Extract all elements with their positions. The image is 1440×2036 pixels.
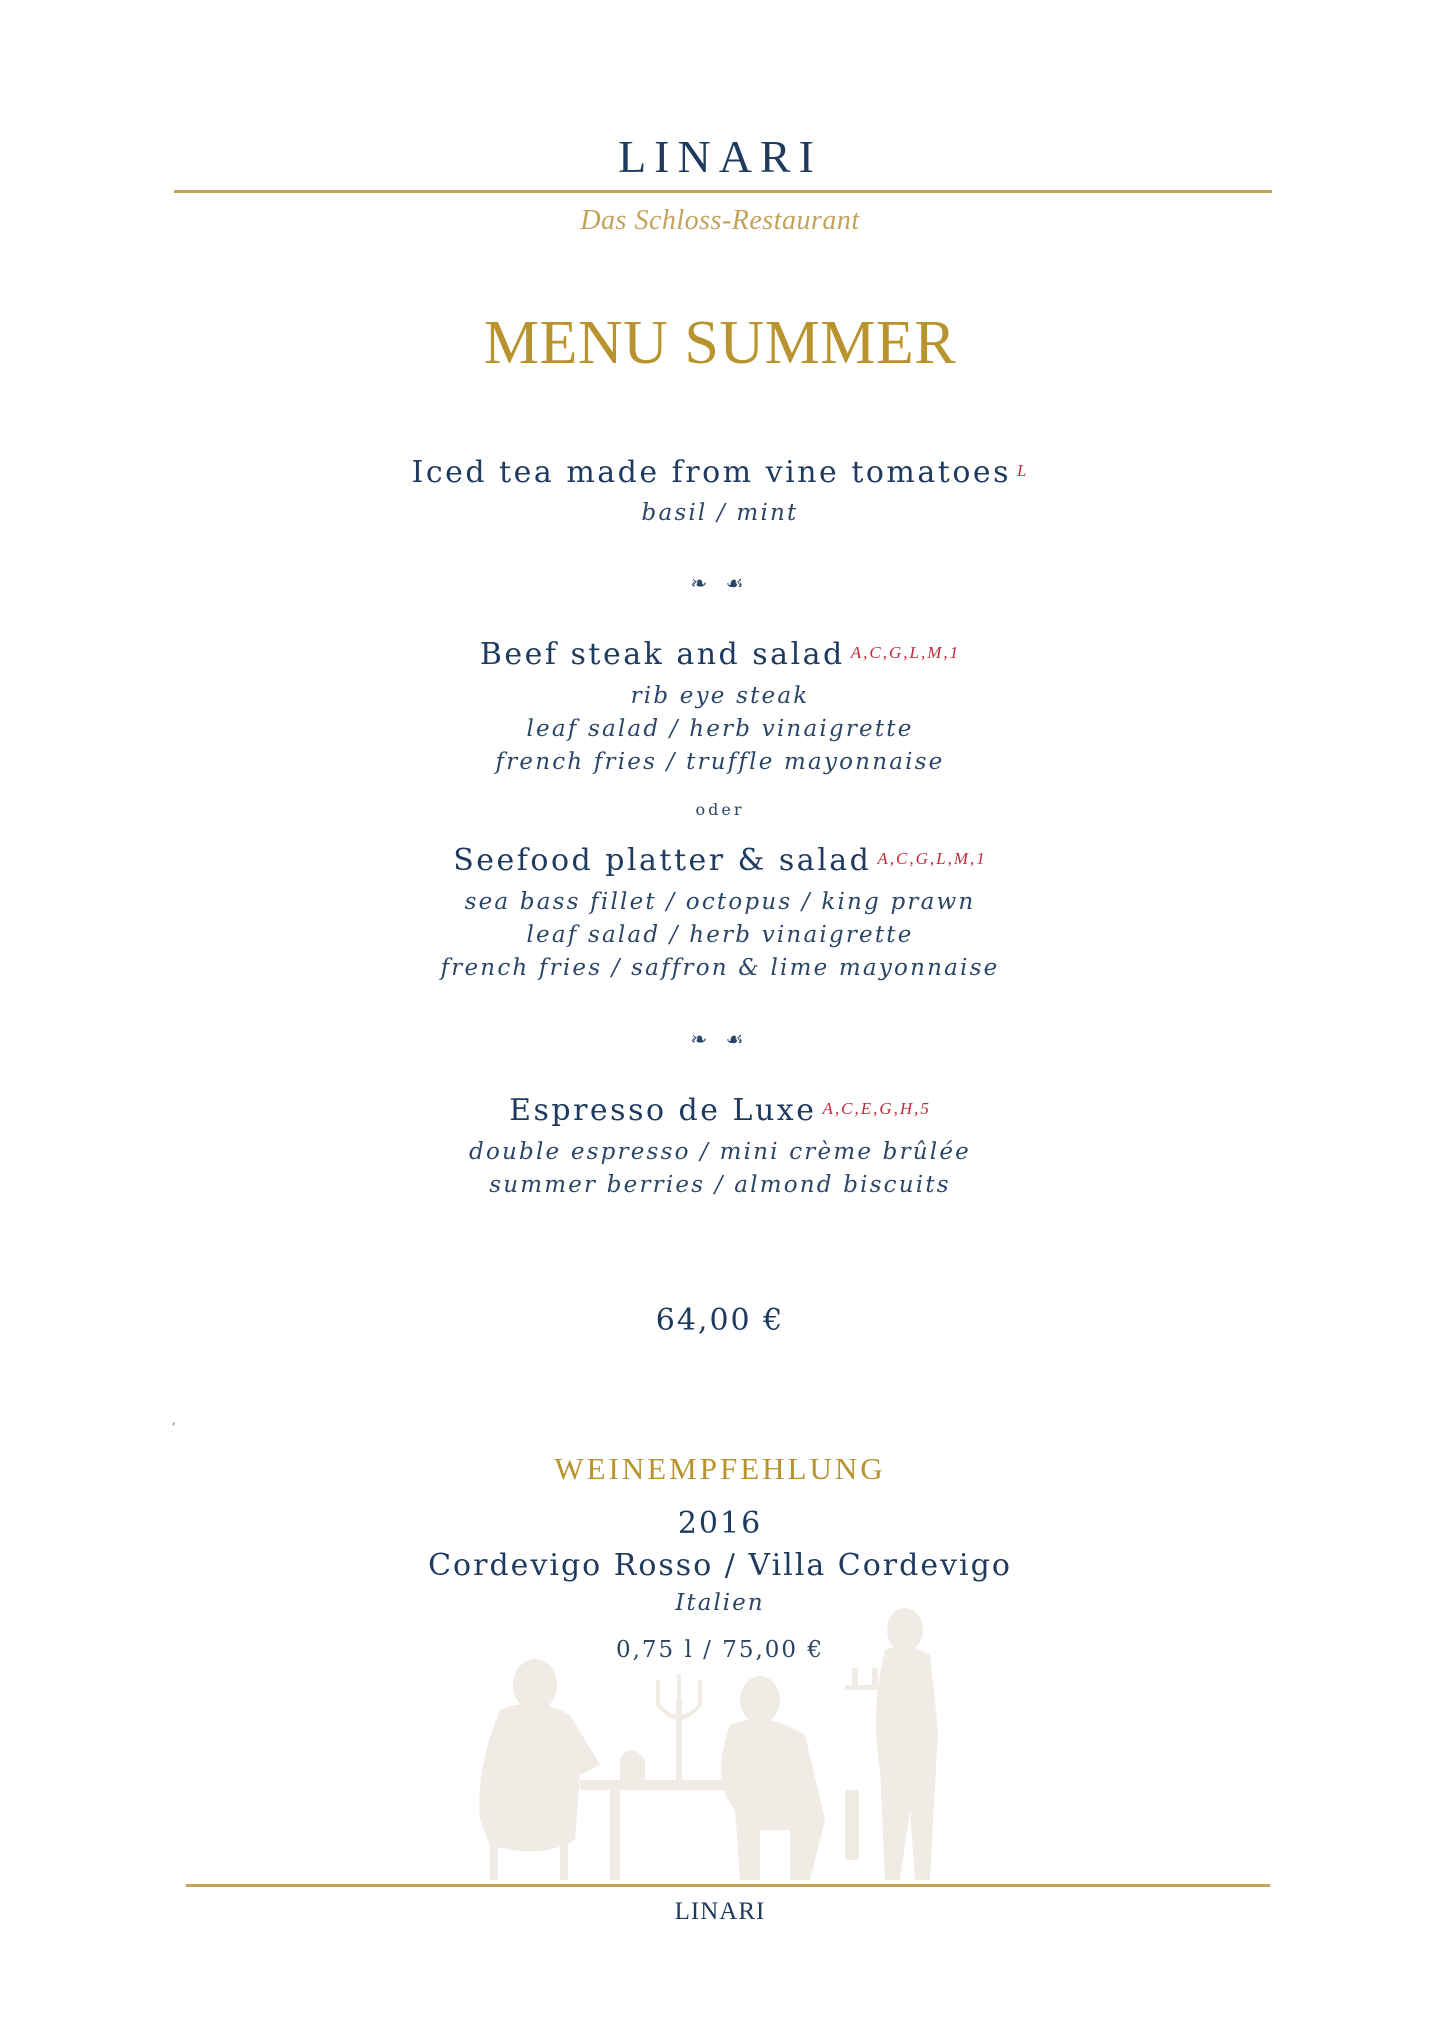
stray-mark: ,	[172, 1413, 176, 1427]
course-4-description	[0, 1136, 1440, 1202]
course-3	[0, 843, 1440, 878]
silhouette-chair-leg	[560, 1840, 568, 1880]
silhouette-glass	[872, 1668, 878, 1685]
course-1	[0, 455, 1440, 490]
header-divider	[174, 190, 1272, 193]
description-line: leaf salad / herb vinaigrette	[526, 716, 914, 742]
description-line: rib eye steak	[630, 683, 810, 709]
separator-ornament: ❧ ☙	[690, 1027, 750, 1051]
silhouette-head	[513, 1659, 557, 1711]
description-line: leaf salad / herb vinaigrette	[526, 922, 914, 948]
course-4	[0, 1093, 1440, 1128]
course-2	[0, 637, 1440, 672]
footer-brand: LINARI	[674, 1898, 766, 1925]
course-3-description	[0, 886, 1440, 985]
silhouette-head	[887, 1608, 923, 1652]
silhouette-figure	[721, 1719, 825, 1880]
course-name: Seefood platter & salad	[453, 843, 872, 878]
silhouette-head	[740, 1676, 780, 1724]
alternative-oder: oder	[695, 800, 745, 819]
menu-price: 64,00 €	[655, 1303, 785, 1338]
description-line: french fries / saffron & lime mayonnaise	[440, 955, 1000, 981]
allergen-codes: A,C,G,L,M,1	[877, 848, 987, 868]
silhouette-chair-leg	[490, 1840, 498, 1880]
wine-heading: WEINEMPFEHLUNG	[554, 1451, 886, 1486]
wine-price: 0,75 l / 75,00 €	[615, 1637, 825, 1663]
restaurant-subtitle: Das Schloss-Restaurant	[580, 205, 860, 236]
course-name: Iced tea made from vine tomatoes	[411, 455, 1012, 490]
silhouette-candle	[698, 1680, 702, 1704]
description-line: basil / mint	[641, 500, 799, 526]
allergen-codes: L	[1017, 460, 1029, 480]
silhouette-figure	[876, 1646, 938, 1880]
course-name: Espresso de Luxe	[509, 1093, 817, 1128]
brand-title: LINARI	[618, 131, 822, 182]
silhouette-bottle	[845, 1790, 859, 1860]
dining-silhouette-illustration	[460, 1590, 980, 1890]
silhouette-figure	[479, 1704, 600, 1852]
silhouette-teapot	[620, 1750, 645, 1780]
separator-ornament: ❧ ☙	[690, 571, 750, 595]
footer-divider	[186, 1884, 1270, 1887]
description-line: french fries / truffle mayonnaise	[495, 749, 945, 775]
allergen-codes: A,C,E,G,H,5	[822, 1098, 931, 1118]
silhouette-glass	[852, 1668, 858, 1685]
silhouette-candelabra	[676, 1700, 682, 1780]
course-name: Beef steak and salad	[479, 637, 845, 672]
silhouette-candle	[656, 1680, 660, 1704]
silhouette-tray	[845, 1685, 890, 1690]
silhouette-table-leg	[610, 1790, 620, 1880]
silhouette-candle	[677, 1674, 681, 1700]
wine-year: 2016	[677, 1506, 763, 1541]
menu-title: MENU SUMMER	[483, 309, 957, 377]
wine-name: Cordevigo Rosso / Villa Cordevigo	[428, 1548, 1012, 1583]
course-1-description	[0, 497, 1440, 530]
allergen-codes: A,C,G,L,M,1	[850, 642, 961, 662]
course-2-description	[0, 680, 1440, 779]
description-line: double espresso / mini crème brûlée	[469, 1139, 971, 1165]
description-line: sea bass fillet / octopus / king prawn	[464, 889, 976, 915]
wine-origin: Italien	[675, 1590, 765, 1616]
description-line: summer berries / almond biscuits	[489, 1172, 951, 1198]
